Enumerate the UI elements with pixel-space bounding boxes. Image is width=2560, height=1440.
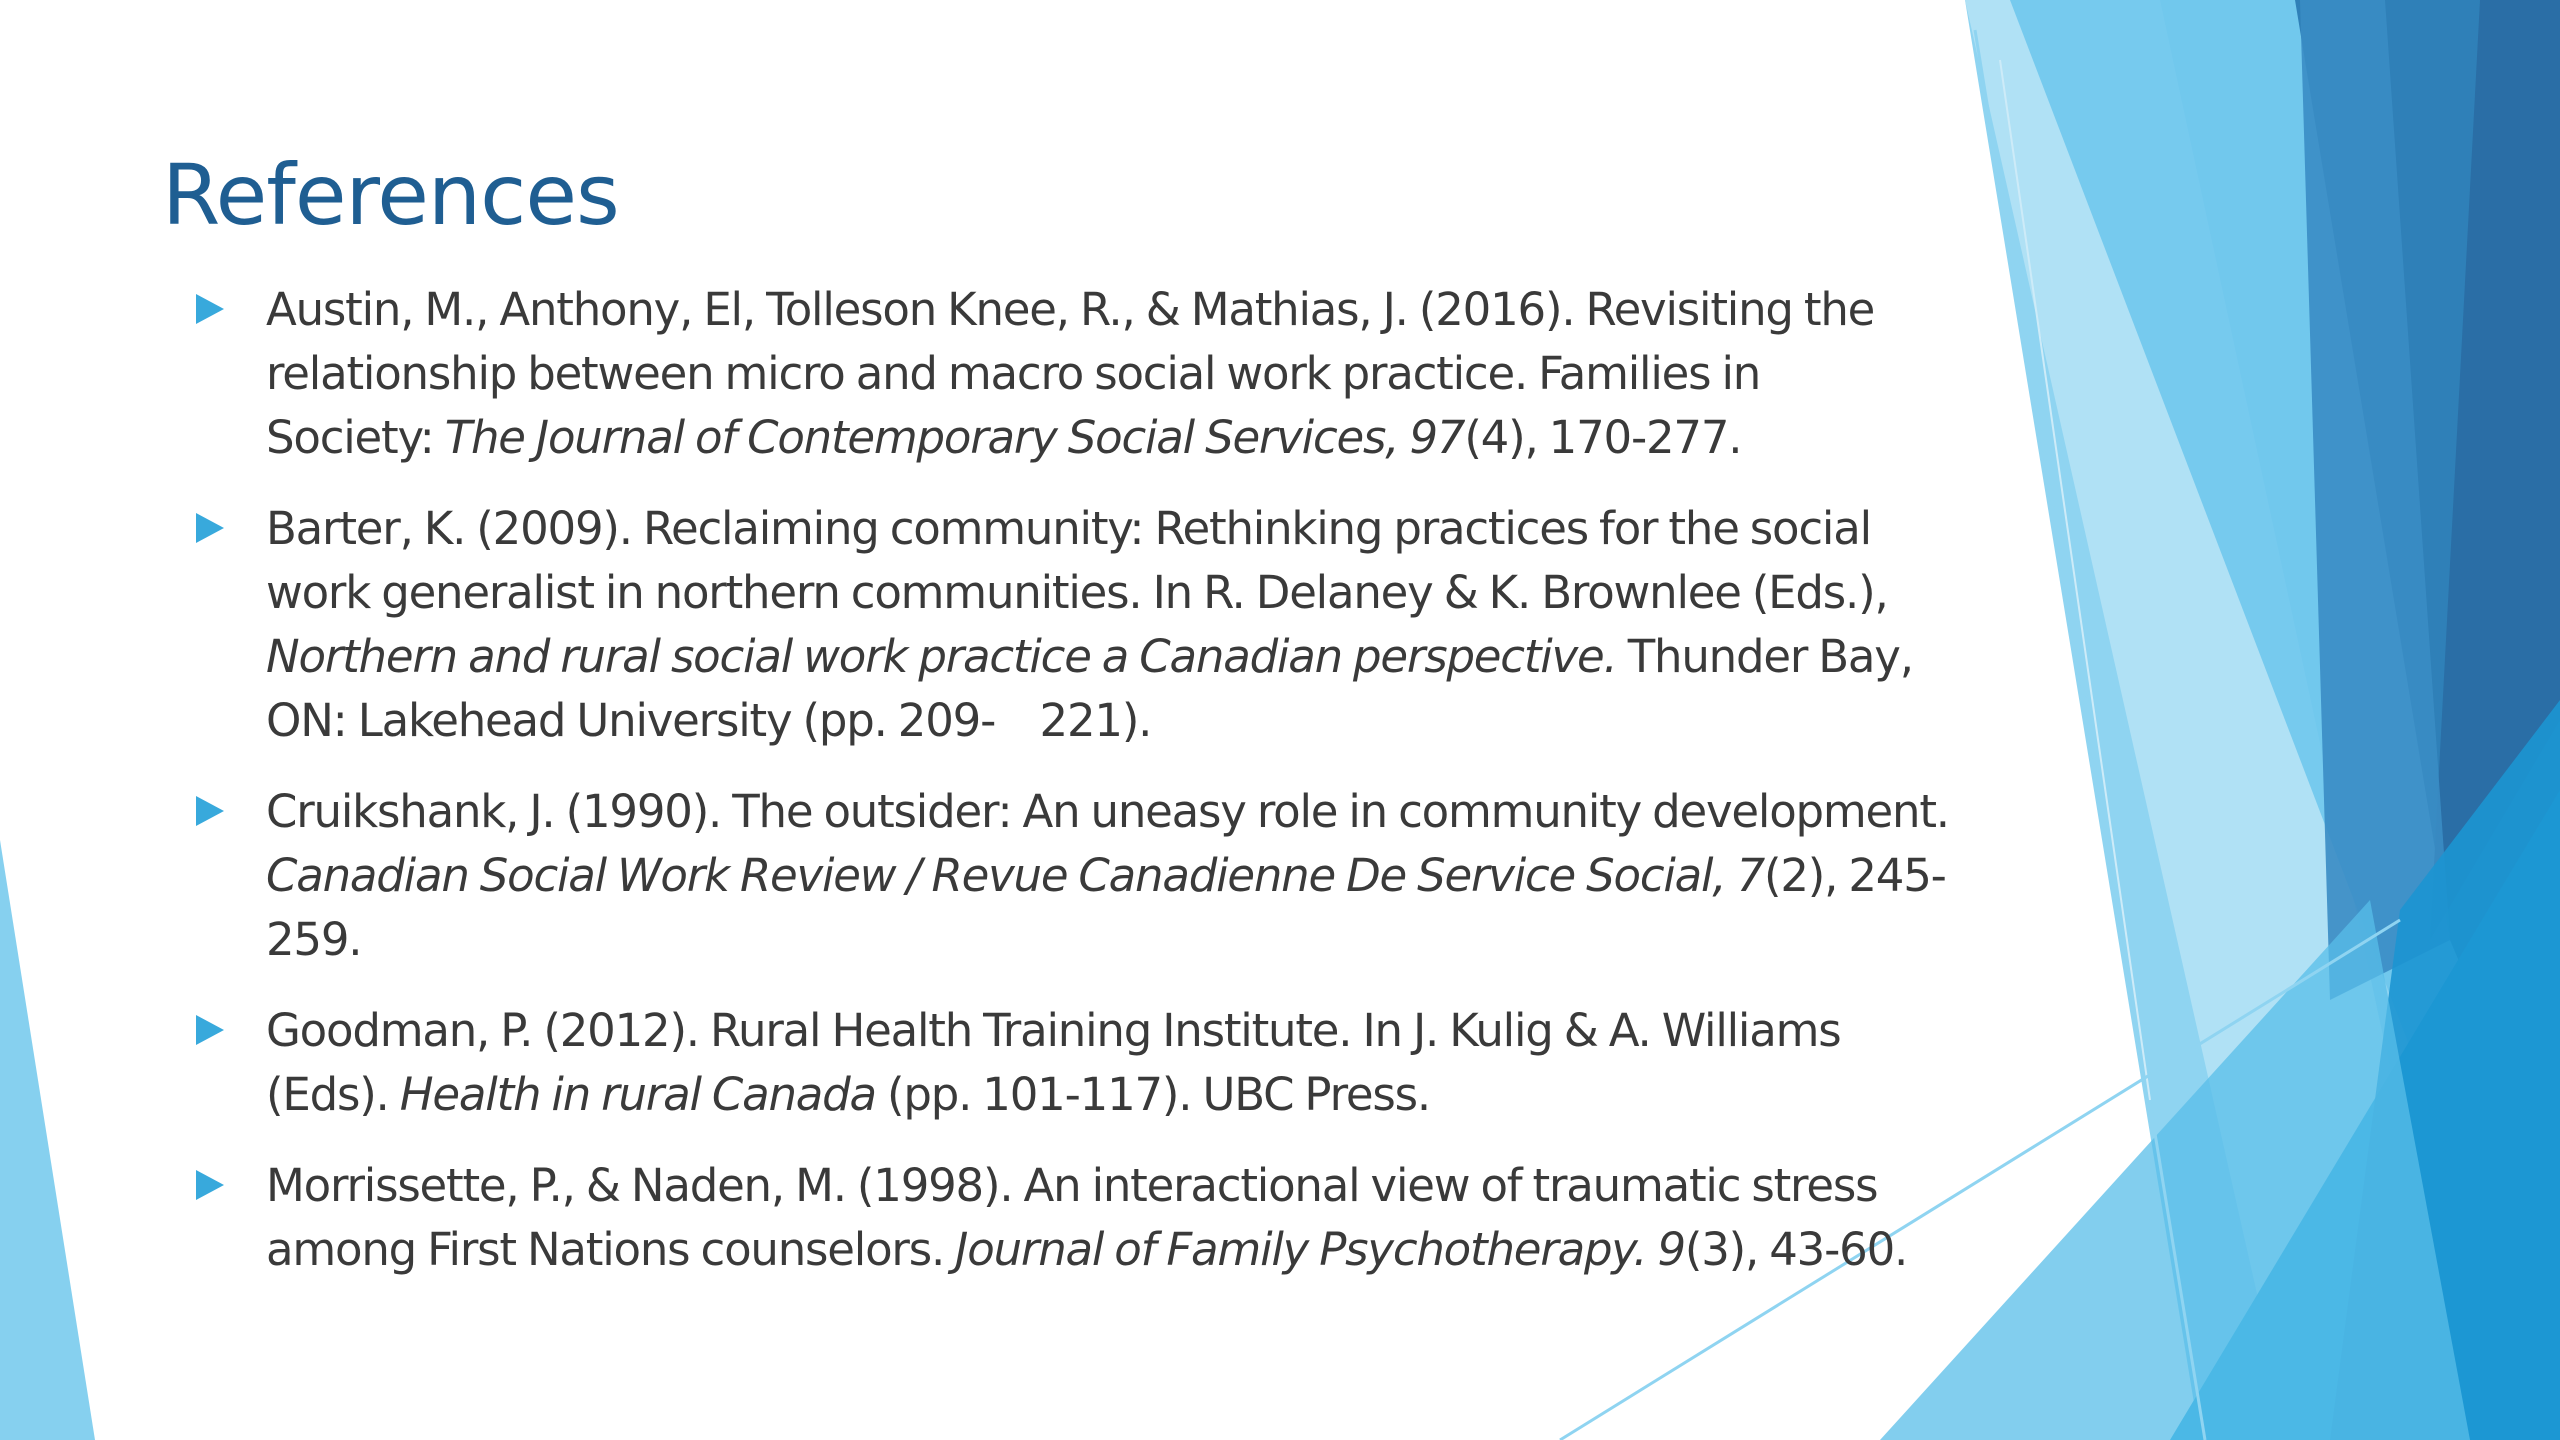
reference-line: [266, 1218, 2016, 1282]
left-accent-sliver: [0, 840, 95, 1440]
reference-line: [266, 625, 2016, 689]
reference-line: [266, 844, 2016, 908]
reference-line: [266, 342, 2016, 406]
reference-line: [266, 497, 2016, 561]
right-triangle-bullet-icon: [196, 1015, 224, 1045]
reference-text: work generalist in northern communities. In R. Delaney & K. Brownlee (Eds.),: [266, 566, 1888, 619]
reference-text-italic: Northern and rural social work practice a Canadian perspective.: [266, 630, 1617, 683]
reference-line: [266, 1154, 2016, 1218]
reference-line: [266, 908, 2016, 972]
reference-item: [196, 1154, 2016, 1282]
reference-text: (2), 245-: [1764, 849, 1946, 902]
reference-text: Society:: [266, 411, 445, 464]
reference-line: [266, 689, 2016, 753]
reference-text: Cruikshank, J. (1990). The outsider: An uneasy role in community development.: [266, 785, 1949, 838]
reference-text: relationship between micro and macro social work practice. Families in: [266, 347, 1761, 400]
right-triangle-bullet-icon: [196, 513, 224, 543]
reference-text: 259.: [266, 913, 362, 966]
reference-text: ON: Lakehead University (pp. 209- 221).: [266, 694, 1152, 747]
references-list: [196, 278, 2016, 1309]
reference-line: [266, 1063, 2016, 1127]
reference-line: [266, 561, 2016, 625]
reference-line: [266, 406, 2016, 470]
right-triangle-bullet-icon: [196, 294, 224, 324]
reference-text: Thunder Bay,: [1616, 630, 1913, 683]
reference-text-italic: Journal of Family Psychotherapy. 9: [955, 1223, 1685, 1276]
reference-text: among First Nations counselors.: [266, 1223, 956, 1276]
reference-item: [196, 780, 2016, 972]
reference-line: [266, 999, 2016, 1063]
reference-text: (4), 170-277.: [1464, 411, 1742, 464]
reference-item: [196, 278, 2016, 470]
reference-text: Goodman, P. (2012). Rural Health Training Institute. In J. Kulig & A. Williams: [266, 1004, 1841, 1057]
reference-text-italic: The Journal of Contemporary Social Services, 97: [444, 411, 1465, 464]
reference-line: [266, 780, 2016, 844]
reference-text: Morrissette, P., & Naden, M. (1998). An interactional view of traumatic stress: [266, 1159, 1878, 1212]
reference-item: [196, 999, 2016, 1127]
reference-item: [196, 497, 2016, 753]
reference-text: (3), 43-60.: [1684, 1223, 1908, 1276]
slide-title: References: [162, 146, 619, 244]
reference-text: (pp. 101-117). UBC Press.: [875, 1068, 1430, 1121]
reference-text: Austin, M., Anthony, El, Tolleson Knee, R., & Mathias, J. (2016). Revisiting the: [266, 283, 1875, 336]
reference-text: (Eds).: [266, 1068, 400, 1121]
reference-line: [266, 278, 2016, 342]
reference-text: Barter, K. (2009). Reclaiming community: Rethinking practices for the social: [266, 502, 1871, 555]
reference-text-italic: Health in rural Canada: [399, 1068, 876, 1121]
right-triangle-bullet-icon: [196, 1170, 224, 1200]
right-triangle-bullet-icon: [196, 796, 224, 826]
reference-text-italic: Canadian Social Work Review / Revue Canadienne De Service Social, 7: [266, 849, 1765, 902]
